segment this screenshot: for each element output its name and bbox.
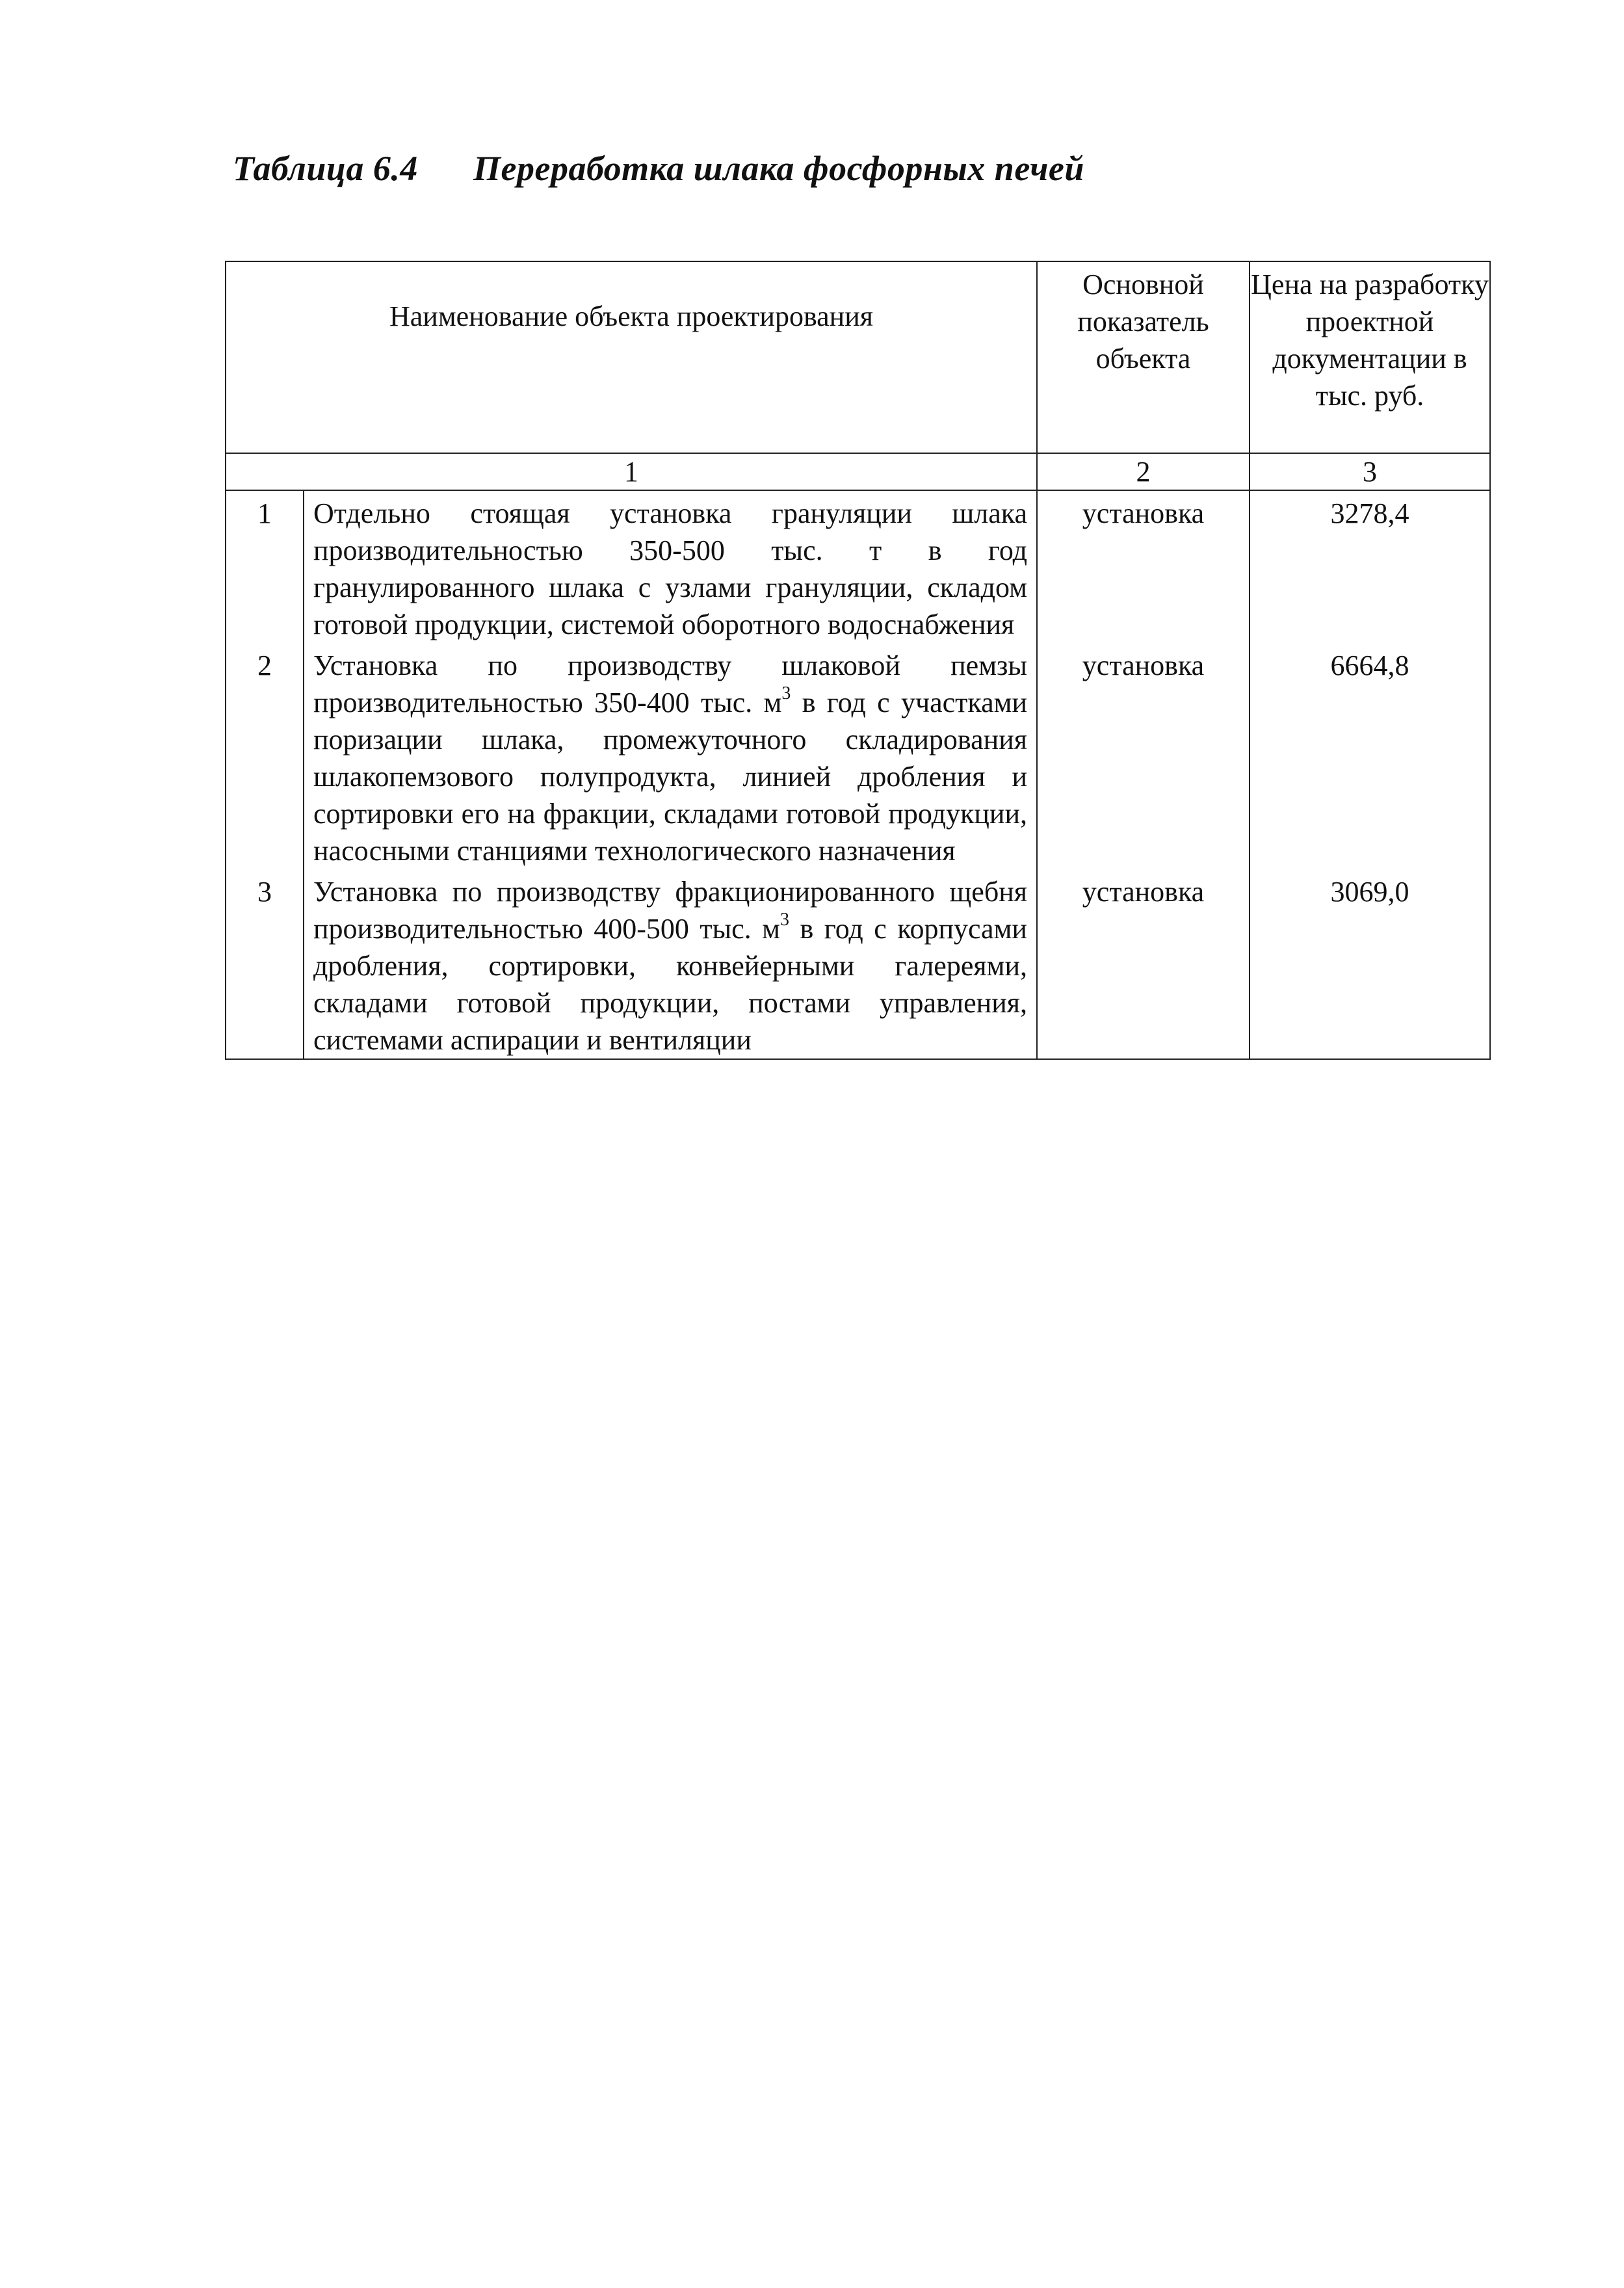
column-number-1: 1 bbox=[226, 453, 1037, 490]
header-name-text: Наименование объекта проектирования bbox=[389, 300, 874, 332]
row-indicator: установка bbox=[1037, 490, 1250, 643]
column-number-row bbox=[226, 453, 1490, 490]
row-price: 6664,8 bbox=[1250, 643, 1490, 869]
row-object-name-text: Установка по производству фракционированного щебня производительностью 400-500 тыс. м bbox=[313, 876, 1027, 945]
row-indicator: установка bbox=[1037, 869, 1250, 1059]
header-price-text: Цена на разработку проектной документации в тыс. руб. bbox=[1251, 269, 1489, 412]
header-cell-name bbox=[226, 261, 1037, 453]
row-object-name bbox=[304, 643, 1037, 869]
row-number: 2 bbox=[226, 643, 304, 869]
row-object-name-tail: в год с участками поризации шлака, промежуточного складирования шлакопемзового полупродукта, линией дробления и сортировки его на фракции, складами готовой продукции, насосными станциями технологического назначения bbox=[313, 687, 1027, 867]
row-indicator: установка bbox=[1037, 643, 1250, 869]
table-row bbox=[226, 643, 1490, 869]
table-header-row bbox=[226, 261, 1490, 453]
column-number-2: 2 bbox=[1037, 453, 1250, 490]
table-row bbox=[226, 869, 1490, 1059]
superscript-cubic: 3 bbox=[781, 683, 791, 704]
row-price: 3069,0 bbox=[1250, 869, 1490, 1059]
table-caption-label: Таблица 6.4 bbox=[233, 149, 418, 188]
pricing-table bbox=[225, 261, 1491, 1060]
table-row bbox=[226, 490, 1490, 643]
table-caption bbox=[233, 148, 1084, 189]
header-indicator-text: Основной показатель объекта bbox=[1077, 269, 1209, 375]
row-price: 3278,4 bbox=[1250, 490, 1490, 643]
row-object-name bbox=[304, 869, 1037, 1059]
row-object-name-text: Отдельно стоящая установка грануляции шлака производительностью 350-500 тыс. т в год гранулированного шлака с узлами грануляции, складом готовой продукции, системой оборотного водоснабжения bbox=[313, 497, 1027, 640]
superscript-cubic: 3 bbox=[780, 910, 789, 930]
row-object-name-tail: в год с корпусами дробления, сортировки, конвейерными галереями, складами готовой продукции, постами управления, системами аспирации и вентиляции bbox=[313, 913, 1027, 1056]
column-number-3: 3 bbox=[1250, 453, 1490, 490]
row-object-name-text: Установка по производству шлаковой пемзы производительностью 350-400 тыс. м bbox=[313, 650, 1027, 718]
header-cell-indicator bbox=[1037, 261, 1250, 453]
row-number: 1 bbox=[226, 490, 304, 643]
header-cell-price bbox=[1250, 261, 1490, 453]
table-caption-title: Переработка шлака фосфорных печей bbox=[473, 149, 1084, 188]
row-object-name bbox=[304, 490, 1037, 643]
row-number: 3 bbox=[226, 869, 304, 1059]
